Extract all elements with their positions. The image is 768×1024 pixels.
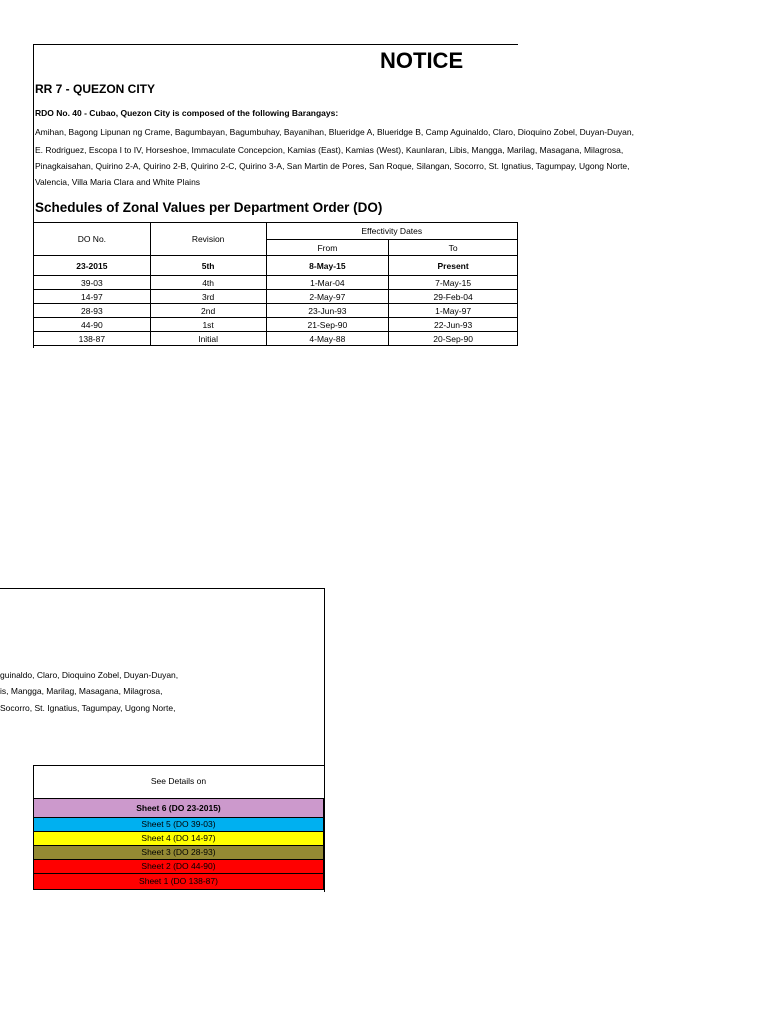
notice-title: NOTICE (380, 48, 464, 73)
cell-revision: 1st (150, 318, 266, 332)
barangay-continuation-line: is, Mangga, Marilag, Masagana, Milagrosa, (0, 686, 163, 696)
barangay-line: Amihan, Bagong Lipunan ng Crame, Bagumbayan, Bagumbuhay, Bayanihan, Blueridge A, Blueridge B, Camp Aguinaldo, Claro, Dioquino Zobel, Duyan-Duyan, (35, 127, 634, 137)
cell-to: 29-Feb-04 (389, 290, 518, 304)
barangay-continuation-line: Socorro, St. Ignatius, Tagumpay, Ugong Norte, (0, 703, 176, 713)
sheet-link-4[interactable]: Sheet 4 (DO 14-97) (33, 832, 324, 846)
header-effectivity: Effectivity Dates (266, 223, 517, 240)
sheet-link-5[interactable]: Sheet 5 (DO 39-03) (33, 818, 324, 832)
cell-from: 8-May-15 (266, 256, 389, 276)
sheet-link-1[interactable]: Sheet 1 (DO 138-87) (33, 874, 324, 890)
rdo-description: RDO No. 40 - Cubao, Quezon City is composed of the following Barangays: (35, 108, 339, 118)
cell-to: 7-May-15 (389, 276, 518, 290)
cell-from: 1-Mar-04 (266, 276, 389, 290)
cell-to: Present (389, 256, 518, 276)
cell-revision: 4th (150, 276, 266, 290)
barangay-line: Valencia, Villa Maria Clara and White Plains (35, 177, 201, 187)
table-row (34, 276, 518, 290)
cell-revision: Initial (150, 332, 266, 346)
cell-revision: 2nd (150, 304, 266, 318)
barangay-line: E. Rodriguez, Escopa I to IV, Horseshoe, Immaculate Concepcion, Kamias (East), Kamias (West), Kaunlaran, Libis, Mangga, Marilag, Masagana, Milagrosa, (35, 145, 624, 155)
cell-do-no: 138-87 (34, 332, 151, 346)
cell-from: 21-Sep-90 (266, 318, 389, 332)
barangay-continuation-line: guinaldo, Claro, Dioquino Zobel, Duyan-Duyan, (0, 670, 179, 680)
table-row-current (34, 256, 518, 276)
do-schedule-table (33, 222, 518, 346)
barangay-line: Pinagkaisahan, Quirino 2-A, Quirino 2-B, Quirino 2-C, Quirino 3-A, San Martin de Pores, San Roque, Silangan, Socorro, St. Ignatius, Tagumpay, Ugong Norte, (35, 161, 630, 171)
see-details-label: See Details on (150, 776, 207, 786)
sheet-link-3[interactable]: Sheet 3 (DO 28-93) (33, 846, 324, 860)
cell-do-no: 14-97 (34, 290, 151, 304)
table-row (34, 332, 518, 346)
cell-revision: 5th (150, 256, 266, 276)
schedules-title: Schedules of Zonal Values per Department Order (DO) (35, 200, 383, 215)
cell-from: 4-May-88 (266, 332, 389, 346)
region-title: RR 7 - QUEZON CITY (35, 82, 156, 96)
header-revision: Revision (150, 223, 266, 256)
header-from: From (266, 240, 389, 256)
table-row (34, 318, 518, 332)
cell-to: 1-May-97 (389, 304, 518, 318)
header-to: To (389, 240, 518, 256)
table-row (34, 304, 518, 318)
cell-to: 22-Jun-93 (389, 318, 518, 332)
cell-to: 20-Sep-90 (389, 332, 518, 346)
cell-do-no: 39-03 (34, 276, 151, 290)
cell-revision: 3rd (150, 290, 266, 304)
cell-do-no: 23-2015 (34, 256, 151, 276)
cell-from: 23-Jun-93 (266, 304, 389, 318)
cell-from: 2-May-97 (266, 290, 389, 304)
header-do-no: DO No. (34, 223, 151, 256)
sheet-link-6[interactable]: Sheet 6 (DO 23-2015) (33, 798, 324, 818)
cell-do-no: 44-90 (34, 318, 151, 332)
table-row (34, 290, 518, 304)
sheet-link-2[interactable]: Sheet 2 (DO 44-90) (33, 860, 324, 874)
cell-do-no: 28-93 (34, 304, 151, 318)
